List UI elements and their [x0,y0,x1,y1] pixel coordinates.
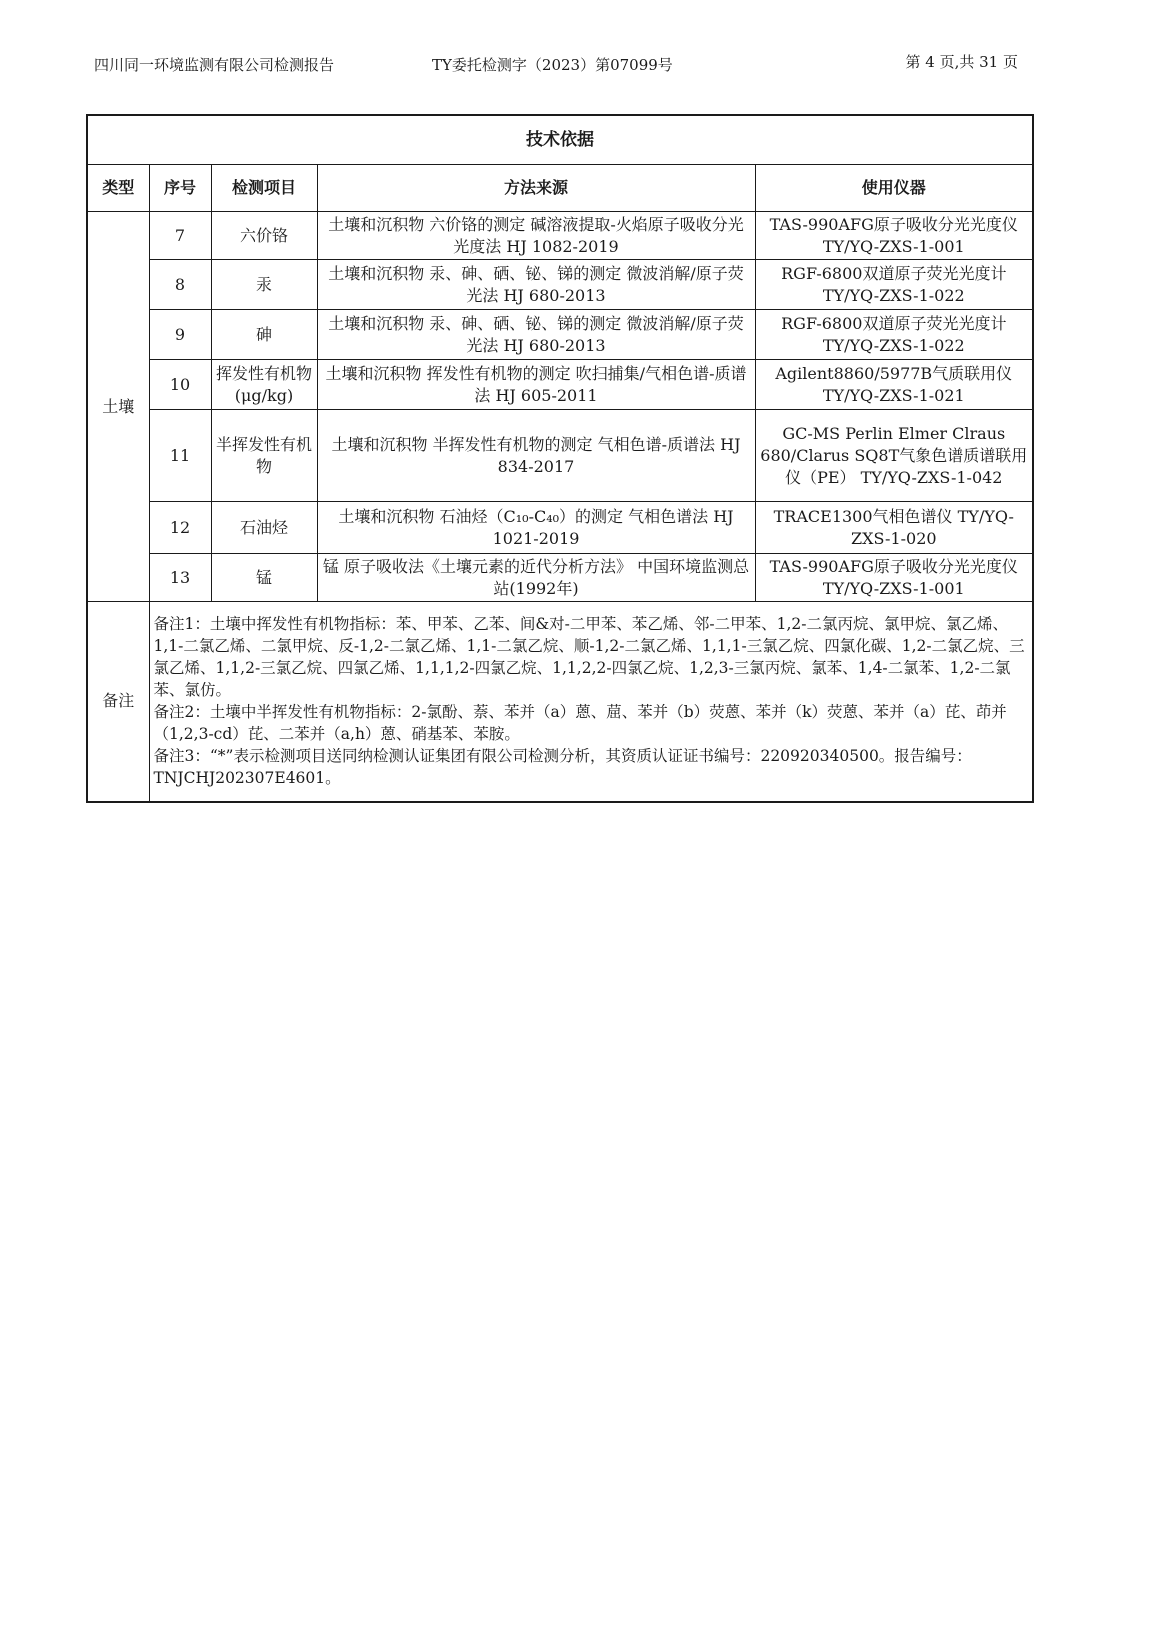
row-item: 汞 [211,260,317,310]
row-item: 石油烃 [211,502,317,554]
row-no: 10 [149,360,211,410]
row-instrument: TAS-990AFG原子吸收分光光度仪 TY/YQ-ZXS-1-001 [755,212,1033,260]
row-no: 8 [149,260,211,310]
table-row [87,260,1033,310]
row-method: 土壤和沉积物 汞、砷、硒、铋、锑的测定 微波消解/原子荧光法 HJ 680-2013 [317,310,755,360]
column-header-item: 检测项目 [211,165,317,212]
row-instrument: RGF-6800双道原子荧光光度计 TY/YQ-ZXS-1-022 [755,260,1033,310]
row-method: 土壤和沉积物 石油烃（C₁₀-C₄₀）的测定 气相色谱法 HJ 1021-2019 [317,502,755,554]
column-header-no: 序号 [149,165,211,212]
row-instrument: RGF-6800双道原子荧光光度计 TY/YQ-ZXS-1-022 [755,310,1033,360]
remark-2: 备注2：土壤中半挥发性有机物指标：2-氯酚、萘、苯并（a）蒽、䓛、苯并（b）荧蒽、苯并（k）荧蒽、苯并（a）芘、茚并（1,2,3-cd）芘、二苯并（a,h）蒽、硝基苯、苯胺。 [153,703,1007,744]
row-instrument: Agilent8860/5977B气质联用仪 TY/YQ-ZXS-1-021 [755,360,1033,410]
remark-3: 备注3：“*”表示检测项目送同纳检测认证集团有限公司检测分析，其资质认证证书编号：220920340500。报告编号：TNJCHJ202307E4601。 [153,747,972,788]
table-title: 技术依据 [87,115,1033,165]
row-no: 9 [149,310,211,360]
row-item: 挥发性有机物(μg/kg) [211,360,317,410]
remarks-content [149,602,1033,802]
table-row [87,360,1033,410]
row-item: 六价铬 [211,212,317,260]
row-instrument: GC-MS Perlin Elmer Clraus 680/Clarus SQ8T气象色谱质谱联用仪（PE） TY/YQ-ZXS-1-042 [755,410,1033,502]
row-no: 11 [149,410,211,502]
column-header-type: 类型 [87,165,149,212]
column-header-method: 方法来源 [317,165,755,212]
table-row [87,212,1033,260]
row-no: 13 [149,554,211,602]
page-header [94,54,1026,78]
table-row [87,410,1033,502]
table-row [87,554,1033,602]
technical-basis-table [86,114,1034,803]
category-cell: 土壤 [87,212,149,602]
row-instrument: TAS-990AFG原子吸收分光光度仪 TY/YQ-ZXS-1-001 [755,554,1033,602]
row-method: 土壤和沉积物 六价铬的测定 碱溶液提取-火焰原子吸收分光光度法 HJ 1082-2019 [317,212,755,260]
table-row [87,310,1033,360]
row-item: 半挥发性有机物 [211,410,317,502]
row-method: 土壤和沉积物 汞、砷、硒、铋、锑的测定 微波消解/原子荧光法 HJ 680-2013 [317,260,755,310]
report-number: TY委托检测字（2023）第07099号 [432,56,673,74]
row-method: 土壤和沉积物 挥发性有机物的测定 吹扫捕集/气相色谱-质谱法 HJ 605-2011 [317,360,755,410]
remark-1: 备注1：土壤中挥发性有机物指标：苯、甲苯、乙苯、间&对-二甲苯、苯乙烯、邻-二甲苯、1,2-二氯丙烷、氯甲烷、氯乙烯、1,1-二氯乙烯、二氯甲烷、反-1,2-二氯乙烯、1,1-二氯乙烷、顺-1,2-二氯乙烯、1,1,1-三氯乙烷、四氯化碳、1,2-二氯乙烷、三氯乙烯、1,1,2-三氯乙烷、四氯乙烯、1,1,1,2-四氯乙烷、1,1,2,2-四氯乙烷、1,2,3-三氯丙烷、氯苯、1,4-二氯苯、1,2-二氯苯、氯仿。 [153,615,1025,700]
row-no: 7 [149,212,211,260]
row-item: 锰 [211,554,317,602]
column-header-instrument: 使用仪器 [755,165,1033,212]
page-number: 第 4 页,共 31 页 [905,53,1018,71]
remarks-row [87,602,1033,802]
row-method: 土壤和沉积物 半挥发性有机物的测定 气相色谱-质谱法 HJ 834-2017 [317,410,755,502]
table-row [87,502,1033,554]
company-name: 四川同一环境监测有限公司检测报告 [94,56,335,74]
remarks-label: 备注 [87,602,149,802]
row-no: 12 [149,502,211,554]
row-method: 锰 原子吸收法《土壤元素的近代分析方法》 中国环境监测总站(1992年) [317,554,755,602]
row-item: 砷 [211,310,317,360]
row-instrument: TRACE1300气相色谱仪 TY/YQ-ZXS-1-020 [755,502,1033,554]
